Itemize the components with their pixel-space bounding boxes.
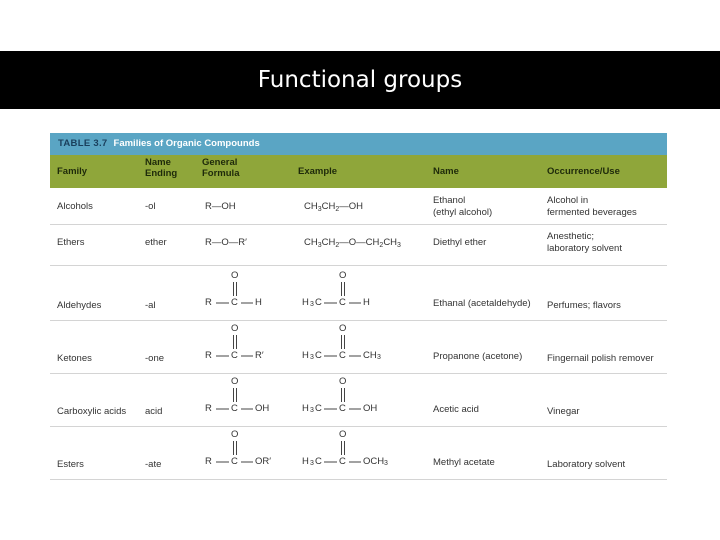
occurrence-cell [547, 231, 622, 255]
compound-name-cell: Ethanal (acetaldehyde) [433, 298, 531, 309]
compound-name-line2: (ethyl alcohol) [433, 207, 493, 218]
formula-right-group: OH [363, 403, 378, 414]
formula-left-group: H [302, 403, 309, 414]
subscript: 3 [377, 354, 381, 361]
formula-left-group: R [205, 350, 212, 361]
name-ending-cell: -one [145, 353, 165, 364]
ex-sub: 3 [317, 206, 322, 213]
name-ending-cell: -ol [145, 201, 156, 212]
subscript: 3 [310, 301, 314, 308]
table-row [50, 188, 667, 225]
formula-left-group: H [302, 456, 309, 467]
carbonyl-carbon: C [339, 350, 346, 361]
formula-left-carbon: C [315, 297, 322, 308]
table-number: TABLE 3.7 [58, 138, 108, 149]
formula-right-group: H [255, 297, 262, 308]
formula-left-group: R [205, 456, 212, 467]
ex-part: CH [321, 201, 336, 212]
ex-sub: 3 [317, 242, 322, 249]
bond-drawing [205, 429, 315, 475]
subscript: 3 [384, 460, 388, 467]
compound-name-cell: Diethyl ether [433, 237, 487, 248]
bond-drawing [302, 376, 412, 422]
carbonyl-oxygen: O [231, 323, 239, 334]
ex-part: CH [383, 237, 398, 248]
general-formula-cell [205, 429, 315, 475]
example-cell [302, 429, 412, 475]
slide-title-bar [0, 51, 720, 109]
formula-left-group: R [205, 403, 212, 414]
slide-title: Functional groups [257, 67, 463, 93]
carbonyl-carbon: C [231, 297, 238, 308]
table-row [50, 427, 667, 480]
ex-part: CH [321, 237, 336, 248]
general-formula-cell: R—O—R′ [205, 237, 247, 248]
carbonyl-oxygen: O [231, 270, 239, 281]
occurrence-cell: Laboratory solvent [547, 459, 626, 470]
formula-right-group: H [363, 297, 370, 308]
ex-part: CH [304, 201, 318, 212]
carbonyl-carbon: C [231, 350, 238, 361]
name-ending-cell: ether [145, 237, 167, 248]
occurrence-line2: laboratory solvent [547, 243, 622, 254]
occurrence-cell: Vinegar [547, 406, 580, 417]
formula-left-group: H [302, 297, 309, 308]
occurrence-line2: fermented beverages [547, 207, 637, 218]
table-header [50, 155, 667, 188]
table-caption [50, 133, 667, 155]
carbonyl-rows [50, 266, 667, 480]
subscript: 3 [310, 407, 314, 414]
carbonyl-carbon: C [339, 403, 346, 414]
name-ending-cell: -ate [145, 459, 162, 470]
formula-right-group: OCH [363, 456, 385, 467]
header-name-ending [145, 157, 177, 179]
compound-name-cell [433, 195, 492, 219]
example-cell [304, 201, 363, 216]
header-name-ending-line1: Name [145, 157, 171, 168]
bond-drawing [205, 323, 315, 369]
ex-part: —O—CH [339, 237, 380, 248]
occurrence-cell: Fingernail polish remover [547, 353, 654, 364]
header-example: Example [298, 166, 338, 177]
ex-part: CH [304, 237, 318, 248]
carbonyl-carbon: C [339, 456, 346, 467]
functional-groups-table [50, 133, 667, 480]
general-formula-cell [205, 323, 315, 369]
general-formula-cell [205, 270, 315, 316]
formula-right-group: OH [255, 403, 270, 414]
ex-part: —OH [339, 201, 364, 212]
occurrence-line1: Alcohol in [547, 195, 589, 206]
header-general-formula [202, 157, 239, 179]
general-formula-cell: R—OH [205, 201, 236, 212]
formula-left-carbon: C [315, 456, 322, 467]
carbonyl-oxygen: O [231, 376, 239, 387]
bond-drawing [205, 376, 315, 422]
name-ending-cell: -al [145, 300, 156, 311]
ex-sub: 3 [397, 242, 401, 249]
carbonyl-oxygen: O [339, 376, 347, 387]
table-title: Families of Organic Compounds [113, 138, 260, 149]
example-cell [302, 270, 412, 316]
compound-name-cell: Propanone (acetone) [433, 351, 523, 362]
carbonyl-oxygen: O [339, 270, 347, 281]
family-cell: Alcohols [57, 201, 93, 212]
formula-right-group: OR′ [255, 456, 272, 467]
formula-right-group: R′ [255, 350, 264, 361]
header-name-ending-line2: Ending [145, 168, 178, 179]
compound-name-cell: Methyl acetate [433, 457, 495, 468]
family-cell: Carboxylic acids [57, 406, 127, 417]
example-cell [302, 323, 412, 369]
bond-drawing [302, 323, 412, 369]
bond-drawing [302, 429, 412, 475]
carbonyl-oxygen: O [339, 323, 347, 334]
table-row [50, 321, 667, 374]
ex-sub: 2 [335, 206, 340, 213]
compound-name-cell: Acetic acid [433, 404, 479, 415]
formula-left-carbon: C [315, 350, 322, 361]
family-cell: Ketones [57, 353, 92, 364]
formula-left-carbon: C [315, 403, 322, 414]
table-row [50, 266, 667, 321]
formula-right-group: CH [363, 350, 377, 361]
general-formula-cell [205, 376, 315, 422]
formula-left-group: H [302, 350, 309, 361]
header-name: Name [433, 166, 459, 177]
carbonyl-carbon: C [339, 297, 346, 308]
carbonyl-oxygen: O [339, 429, 347, 440]
formula-left-group: R [205, 297, 212, 308]
header-general-formula-line1: General [202, 157, 238, 168]
example-cell [304, 237, 401, 252]
bond-drawing [302, 270, 412, 316]
carbonyl-oxygen: O [231, 429, 239, 440]
header-occurrence-use: Occurrence/Use [547, 166, 620, 177]
table-row [50, 374, 667, 427]
example-cell [302, 376, 412, 422]
header-family: Family [57, 166, 88, 177]
table-row [50, 225, 667, 266]
carbonyl-carbon: C [231, 456, 238, 467]
occurrence-line1: Anesthetic; [547, 231, 594, 242]
name-ending-cell: acid [145, 406, 163, 417]
occurrence-cell [547, 195, 637, 219]
ex-sub: 2 [335, 242, 340, 249]
family-cell: Ethers [57, 237, 85, 248]
ex-sub: 2 [379, 242, 384, 249]
subscript: 3 [310, 354, 314, 361]
family-cell: Aldehydes [57, 300, 102, 311]
carbonyl-carbon: C [231, 403, 238, 414]
header-general-formula-line2: Formula [202, 168, 240, 179]
bond-drawing [205, 270, 315, 316]
compound-name-line1: Ethanol [433, 195, 466, 206]
family-cell: Esters [57, 459, 84, 470]
subscript: 3 [310, 460, 314, 467]
occurrence-cell: Perfumes; flavors [547, 300, 621, 311]
